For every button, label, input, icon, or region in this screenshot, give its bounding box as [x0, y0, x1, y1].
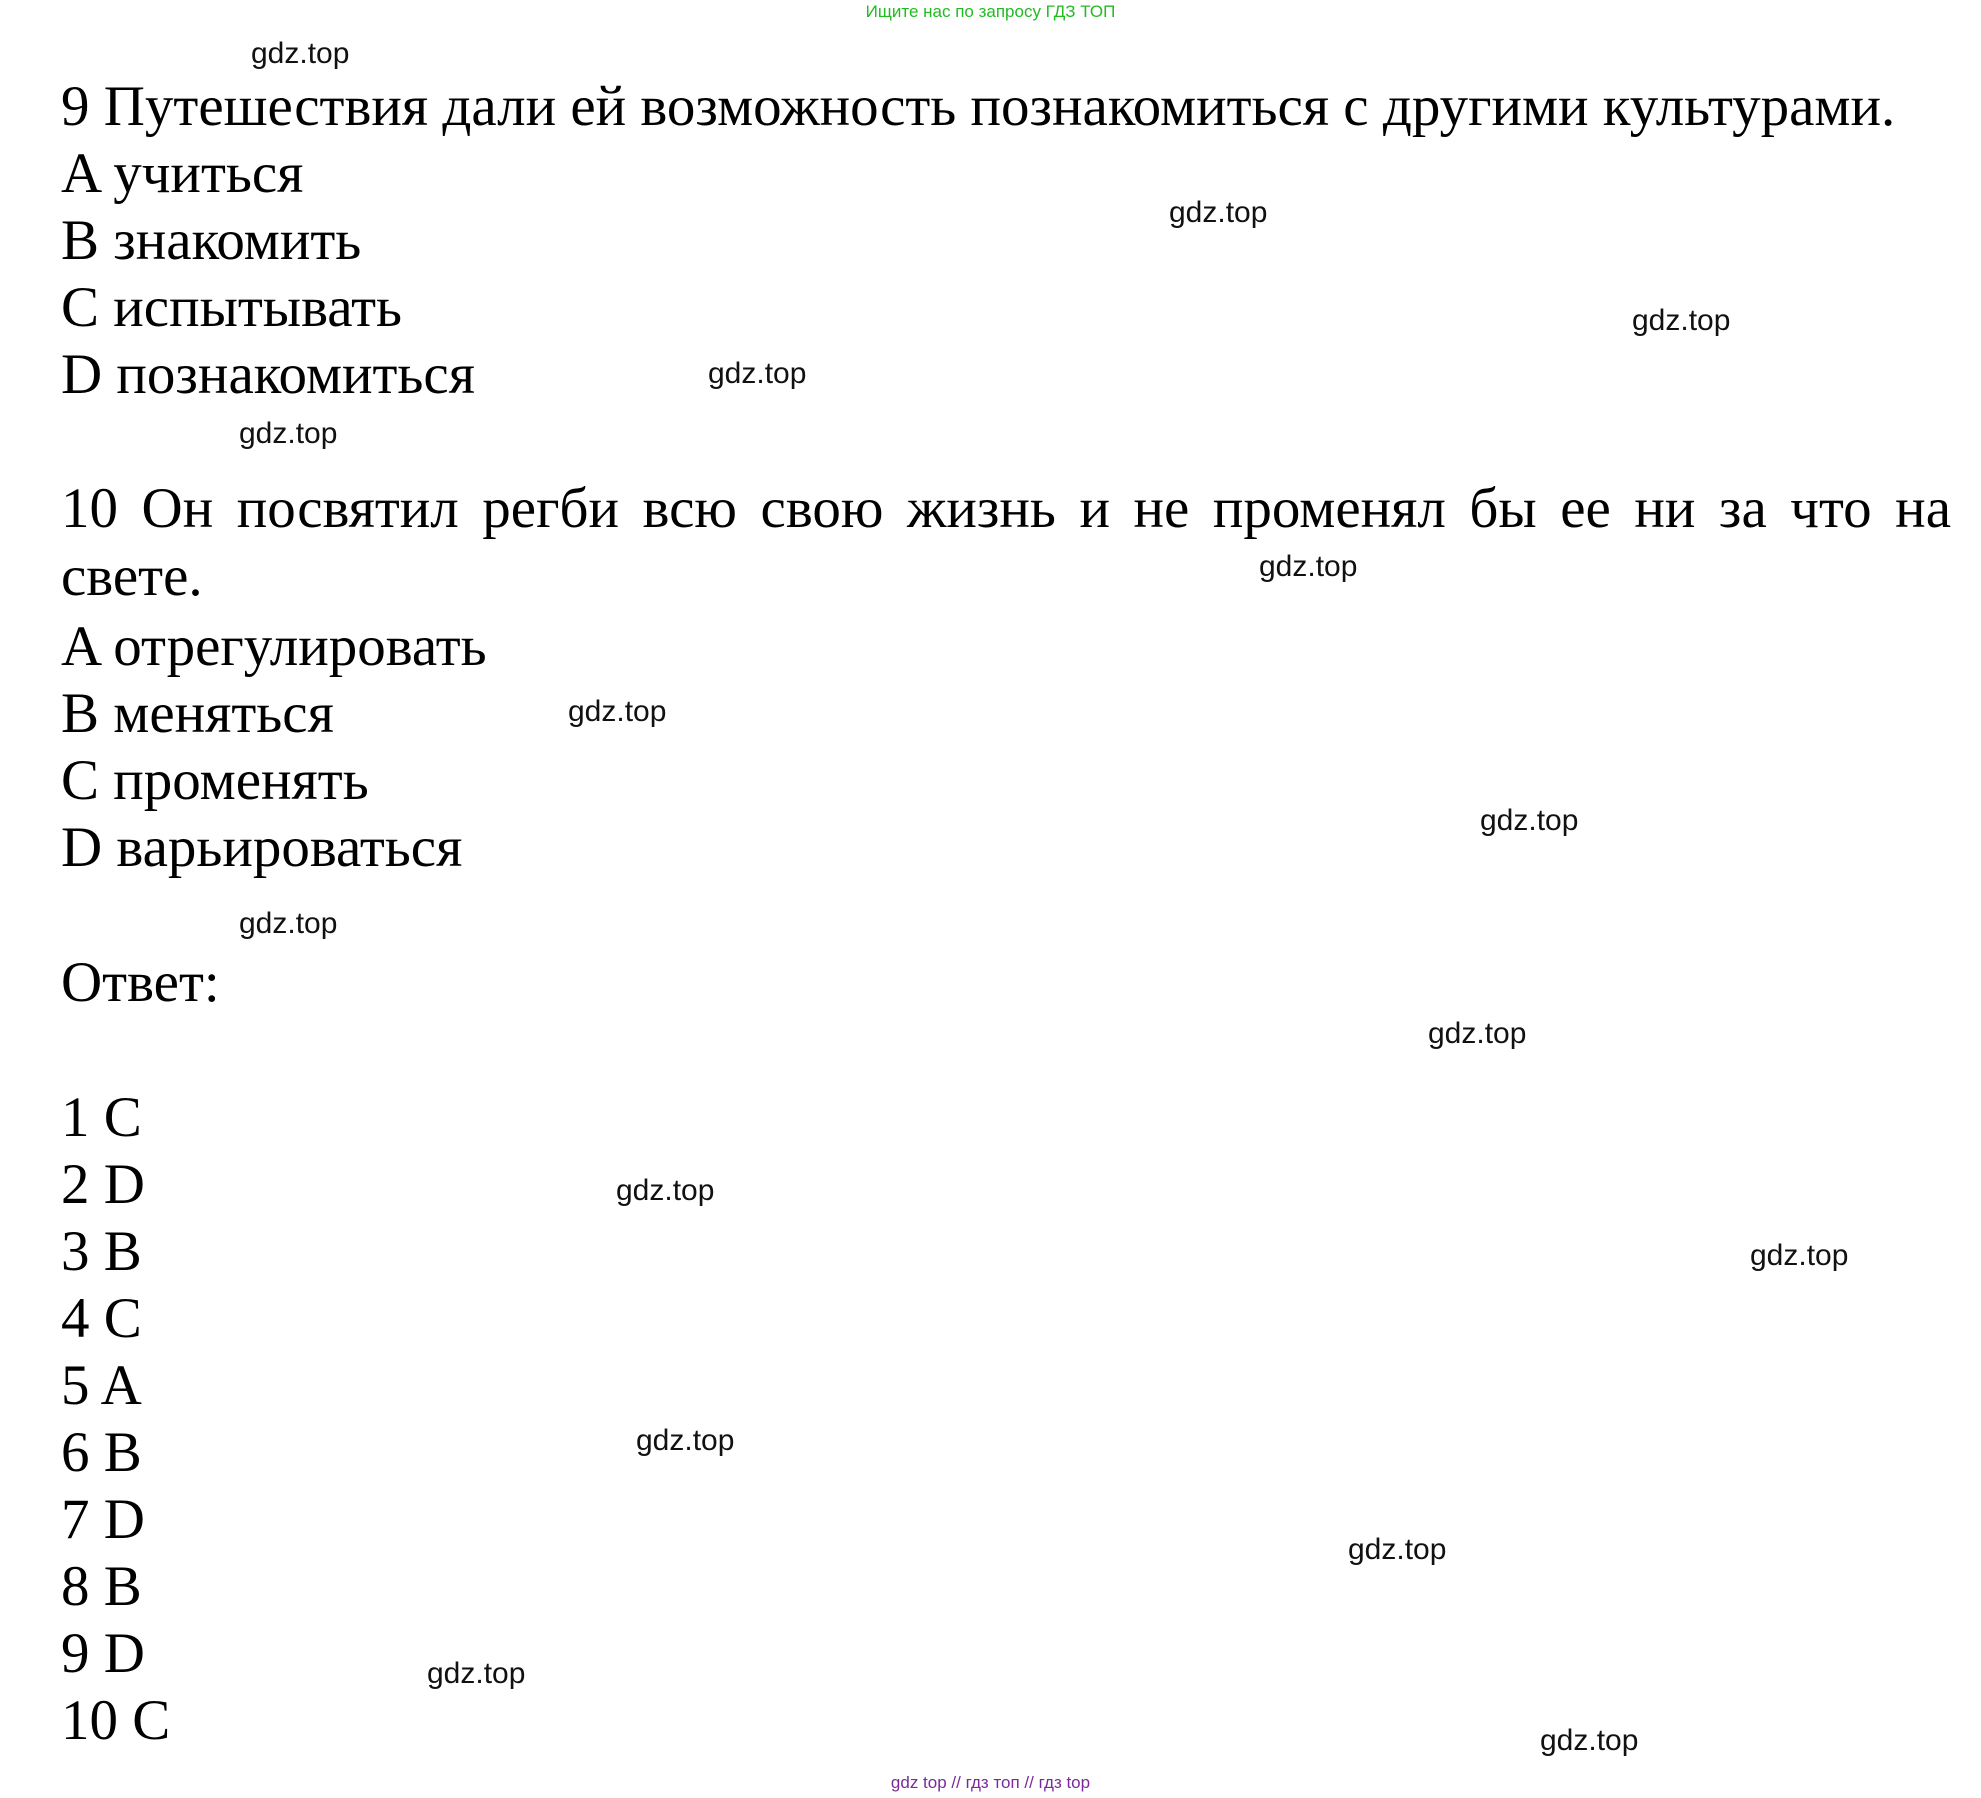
- question-10-option-a: A отрегулировать: [61, 615, 487, 678]
- answer-item: 10 C: [61, 1689, 171, 1752]
- watermark: gdz.top: [1169, 196, 1268, 229]
- answer-item: 3 B: [61, 1220, 142, 1283]
- answer-item: 7 D: [61, 1488, 145, 1551]
- watermark: gdz.top: [1480, 804, 1579, 837]
- answer-item: 4 C: [61, 1287, 142, 1350]
- watermark: gdz.top: [239, 417, 338, 450]
- answer-item: 5 A: [61, 1354, 142, 1417]
- watermark: gdz.top: [1540, 1724, 1639, 1757]
- watermark: gdz.top: [251, 37, 350, 70]
- answer-item: 8 B: [61, 1555, 142, 1618]
- question-9-option-d: D познакомиться: [61, 343, 475, 406]
- watermark: gdz.top: [427, 1657, 526, 1690]
- answer-item: 1 C: [61, 1086, 142, 1149]
- watermark: gdz.top: [1348, 1533, 1447, 1566]
- answer-item: 9 D: [61, 1622, 145, 1685]
- question-9-option-c: C испытывать: [61, 276, 402, 339]
- watermark: gdz.top: [239, 907, 338, 940]
- question-10-option-b: B меняться: [61, 682, 334, 745]
- watermark: gdz.top: [1632, 304, 1731, 337]
- watermark: gdz.top: [708, 357, 807, 390]
- question-9-option-b: B знакомить: [61, 209, 362, 272]
- watermark: gdz.top: [1259, 550, 1358, 583]
- watermark: gdz.top: [1428, 1017, 1527, 1050]
- watermark: gdz.top: [1750, 1239, 1849, 1272]
- watermark: gdz.top: [616, 1174, 715, 1207]
- answer-label: Ответ:: [61, 951, 220, 1014]
- question-9-text: 9 Путешествия дали ей возможность познакомиться с другими культурами.: [61, 75, 1896, 138]
- question-9-option-a: A учиться: [61, 142, 304, 205]
- question-10-option-c: C променять: [61, 749, 369, 812]
- watermark: gdz.top: [568, 695, 667, 728]
- footer-links[interactable]: gdz top // гдз топ // гдз top: [890, 1773, 1091, 1792]
- question-10-text: 10 Он посвятил регби всю свою жизнь и не променял бы ее ни за что на свете.: [61, 477, 1951, 608]
- question-10-option-d: D варьироваться: [61, 816, 463, 879]
- answer-item: 6 B: [61, 1421, 142, 1484]
- watermark: gdz.top: [636, 1424, 735, 1457]
- search-banner[interactable]: Ищите нас по запросу ГДЗ ТОП: [865, 2, 1116, 21]
- answer-item: 2 D: [61, 1153, 145, 1216]
